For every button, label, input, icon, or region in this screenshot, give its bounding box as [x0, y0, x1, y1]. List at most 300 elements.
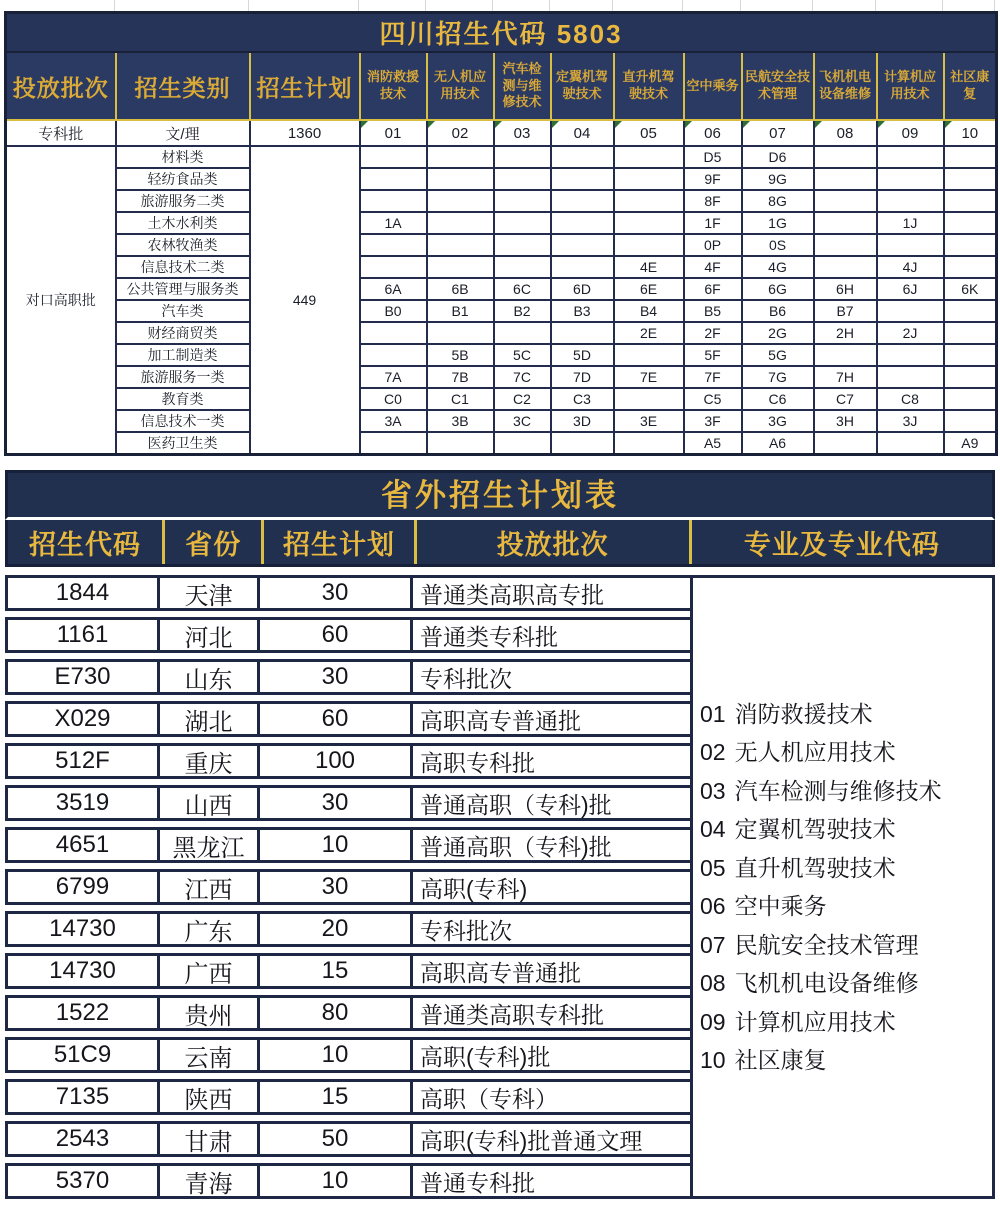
code-cell: C1	[427, 388, 494, 410]
cell-category: 信息技术一类	[116, 410, 250, 432]
code-cell	[877, 432, 944, 455]
code-cell	[944, 256, 997, 278]
majors-legend	[690, 575, 995, 1199]
legend-code: 02	[700, 739, 726, 765]
cell-plan-first: 1360	[250, 120, 360, 146]
cell-province: 江西	[160, 869, 260, 905]
gridline-tick	[942, 0, 943, 11]
code-cell	[614, 146, 684, 168]
code-cell	[814, 168, 877, 190]
code-cell: 8G	[742, 190, 814, 212]
cell-category: 信息技术二类	[116, 256, 250, 278]
cell-batch: 高职（专科）	[413, 1079, 690, 1115]
code-cell: 7A	[360, 366, 427, 388]
header-batch: 投放批次	[6, 52, 116, 120]
cell-batch: 高职(专科)批普通文理	[413, 1121, 690, 1157]
cell-category: 医药卫生类	[116, 432, 250, 455]
legend-code: 01	[700, 700, 726, 727]
legend-code: 06	[700, 893, 726, 919]
code-cell: 5F	[684, 344, 742, 366]
cell-plan: 20	[260, 911, 413, 947]
cell-plan: 60	[260, 701, 413, 737]
header-major-02: 无人机应用技术	[427, 52, 494, 120]
table2-header-cell: 专业及专业代码	[689, 520, 992, 564]
table1-row	[6, 278, 997, 300]
code-cell	[944, 410, 997, 432]
table2-row	[5, 1079, 690, 1115]
cell-plan: 100	[260, 743, 413, 779]
table2-row	[5, 1037, 690, 1073]
gridline-tick	[425, 0, 426, 11]
code-cell: 8F	[684, 190, 742, 212]
code-cell	[814, 146, 877, 168]
table1-row	[6, 146, 997, 168]
cell-category: 汽车类	[116, 300, 250, 322]
header-major-05: 直升机驾驶技术	[614, 52, 684, 120]
cell-batch: 高职(专科)	[413, 869, 690, 905]
header-major-08: 飞机机电设备维修	[814, 52, 877, 120]
table2-row	[5, 659, 690, 695]
gridline-tick	[549, 0, 550, 11]
cell-batch: 专科批次	[413, 659, 690, 695]
code-cell: 3D	[551, 410, 614, 432]
cell-province: 天津	[160, 575, 260, 611]
gridline-tick	[114, 0, 115, 11]
code-cell	[814, 344, 877, 366]
code-cell: 7C	[494, 366, 551, 388]
cell-plan: 30	[260, 659, 413, 695]
code-cell	[944, 366, 997, 388]
code-cell: 3B	[427, 410, 494, 432]
code-cell: 1J	[877, 212, 944, 234]
cell-province: 山东	[160, 659, 260, 695]
code-cell: 6D	[551, 278, 614, 300]
gridline-tick	[248, 0, 249, 11]
legend-name: 直升机驾驶技术	[734, 854, 896, 881]
code-cell	[360, 344, 427, 366]
legend-code: 05	[700, 854, 726, 881]
cell-plan: 15	[260, 1079, 413, 1115]
legend-item	[700, 772, 992, 811]
legend-name: 计算机应用技术	[734, 1008, 896, 1035]
cell-plan: 80	[260, 995, 413, 1031]
code-cell	[427, 256, 494, 278]
code-cell: 3J	[877, 410, 944, 432]
code-cell	[494, 234, 551, 256]
code-cell: C5	[684, 388, 742, 410]
code-cell	[877, 366, 944, 388]
code-cell: 7F	[684, 366, 742, 388]
code-cell: 3F	[684, 410, 742, 432]
cell-province: 黑龙江	[160, 827, 260, 863]
cell-category: 农林牧渔类	[116, 234, 250, 256]
table1-title-row	[6, 13, 997, 53]
code-cell	[360, 234, 427, 256]
code-cell	[494, 212, 551, 234]
legend-name: 飞机机电设备维修	[734, 970, 919, 996]
code-cell	[360, 168, 427, 190]
cell-category: 材料类	[116, 146, 250, 168]
major-code-cell: 10	[944, 120, 997, 146]
code-cell: B2	[494, 300, 551, 322]
table2-row	[5, 911, 690, 947]
gridline-tick	[612, 0, 613, 11]
legend-item	[700, 964, 992, 1003]
major-code-cell: 06	[684, 120, 742, 146]
code-cell	[427, 432, 494, 455]
cell-batch: 普通高职（专科)批	[413, 827, 690, 863]
table2-row	[5, 617, 690, 653]
code-cell	[814, 190, 877, 212]
code-cell	[877, 168, 944, 190]
major-code-cell: 05	[614, 120, 684, 146]
code-cell	[360, 146, 427, 168]
cell-province: 山西	[160, 785, 260, 821]
header-major-03: 汽车检测与维修技术	[494, 52, 551, 120]
code-cell	[427, 322, 494, 344]
code-cell: 1F	[684, 212, 742, 234]
code-cell: 0P	[684, 234, 742, 256]
code-cell	[614, 212, 684, 234]
cell-province: 湖北	[160, 701, 260, 737]
code-cell	[360, 256, 427, 278]
code-cell: 2J	[877, 322, 944, 344]
cell-batch: 普通类专科批	[413, 617, 690, 653]
code-cell	[614, 190, 684, 212]
code-cell	[427, 146, 494, 168]
code-cell	[944, 322, 997, 344]
legend-name: 汽车检测与维修技术	[734, 777, 942, 804]
code-cell	[814, 212, 877, 234]
cell-category: 旅游服务二类	[116, 190, 250, 212]
cell-code: 4651	[5, 827, 160, 863]
table2-row	[5, 827, 690, 863]
code-cell	[877, 344, 944, 366]
code-cell	[551, 212, 614, 234]
code-cell	[494, 190, 551, 212]
cell-category: 旅游服务一类	[116, 366, 250, 388]
cell-province: 贵州	[160, 995, 260, 1031]
code-cell: 3G	[742, 410, 814, 432]
code-cell	[877, 300, 944, 322]
code-cell	[614, 168, 684, 190]
code-cell: 6J	[877, 278, 944, 300]
table1-row	[6, 366, 997, 388]
legend-item	[700, 810, 992, 849]
major-code-cell: 04	[551, 120, 614, 146]
cell-batch: 高职(专科)批	[413, 1037, 690, 1073]
header-major-06: 空中乘务	[684, 52, 742, 120]
code-cell: 1G	[742, 212, 814, 234]
cell-code: 1522	[5, 995, 160, 1031]
code-cell	[944, 212, 997, 234]
code-cell	[551, 256, 614, 278]
cell-code: 1161	[5, 617, 160, 653]
header-major-09: 计算机应用技术	[877, 52, 944, 120]
code-cell: 6F	[684, 278, 742, 300]
code-cell	[944, 300, 997, 322]
code-cell: 4G	[742, 256, 814, 278]
code-cell	[944, 234, 997, 256]
code-cell: B7	[814, 300, 877, 322]
code-cell	[551, 190, 614, 212]
table1-row	[6, 190, 997, 212]
code-cell	[494, 432, 551, 455]
code-cell: C7	[814, 388, 877, 410]
code-cell: B4	[614, 300, 684, 322]
table1-row	[6, 388, 997, 410]
code-cell: 4E	[614, 256, 684, 278]
cell-batch: 普通类高职高专批	[413, 575, 690, 611]
cell-plan: 50	[260, 1121, 413, 1157]
code-cell	[614, 432, 684, 455]
code-cell: B3	[551, 300, 614, 322]
code-cell: C3	[551, 388, 614, 410]
legend-code: 08	[700, 970, 726, 996]
code-cell: 7H	[814, 366, 877, 388]
code-cell: 3E	[614, 410, 684, 432]
code-cell	[494, 256, 551, 278]
code-cell	[551, 234, 614, 256]
code-cell	[877, 146, 944, 168]
table2-row	[5, 869, 690, 905]
legend-name: 民航安全技术管理	[734, 931, 919, 958]
header-major-04: 定翼机驾驶技术	[551, 52, 614, 120]
cell-code: 3519	[5, 785, 160, 821]
header-plan: 招生计划	[250, 52, 360, 120]
sichuan-plan-table	[4, 11, 998, 456]
code-cell	[877, 190, 944, 212]
table2-row	[5, 785, 690, 821]
code-cell: 4F	[684, 256, 742, 278]
legend-item	[700, 695, 992, 734]
code-cell	[551, 146, 614, 168]
legend-item	[700, 849, 992, 888]
cell-batch: 高职高专普通批	[413, 701, 690, 737]
spreadsheet-gridlines	[0, 0, 1000, 11]
code-cell: 6K	[944, 278, 997, 300]
table2-rows	[5, 567, 690, 1199]
code-cell: C8	[877, 388, 944, 410]
code-cell: C0	[360, 388, 427, 410]
cell-province: 广西	[160, 953, 260, 989]
table1-row	[6, 168, 997, 190]
legend-name: 无人机应用技术	[734, 739, 896, 765]
cell-batch: 普通高职（专科)批	[413, 785, 690, 821]
table1-row	[6, 256, 997, 278]
table2-title: 省外招生计划表	[5, 470, 995, 520]
legend-code: 04	[700, 816, 726, 842]
cell-plan-section: 449	[250, 146, 360, 455]
table1-header-row	[6, 52, 997, 120]
cell-code: 7135	[5, 1079, 160, 1115]
code-cell	[427, 212, 494, 234]
code-cell	[494, 146, 551, 168]
table1-row	[6, 234, 997, 256]
code-cell: 6H	[814, 278, 877, 300]
code-cell	[614, 234, 684, 256]
code-cell: D6	[742, 146, 814, 168]
code-cell: 6C	[494, 278, 551, 300]
cell-code: 51C9	[5, 1037, 160, 1073]
gridline-tick	[812, 0, 813, 11]
cell-province: 广东	[160, 911, 260, 947]
code-cell	[360, 432, 427, 455]
table2-body	[5, 567, 995, 1199]
legend-item	[700, 1041, 992, 1080]
cell-code: 5370	[5, 1163, 160, 1199]
code-cell: 2E	[614, 322, 684, 344]
code-cell: 9G	[742, 168, 814, 190]
cell-batch-first: 专科批	[6, 120, 116, 146]
code-cell: 3C	[494, 410, 551, 432]
legend-name: 社区康复	[734, 1047, 827, 1073]
legend-item	[700, 1003, 992, 1042]
table2-header-cell: 省份	[162, 520, 261, 564]
cell-province: 陕西	[160, 1079, 260, 1115]
code-cell	[427, 168, 494, 190]
gridline-tick	[682, 0, 683, 11]
code-cell	[944, 388, 997, 410]
cell-province: 云南	[160, 1037, 260, 1073]
code-cell	[814, 432, 877, 455]
code-cell	[427, 190, 494, 212]
code-cell	[614, 344, 684, 366]
legend-item	[700, 887, 992, 926]
code-cell: 6E	[614, 278, 684, 300]
table2-row	[5, 1121, 690, 1157]
table2-header-cell: 招生代码	[29, 529, 142, 560]
legend-code: 03	[700, 777, 726, 804]
major-code-cell: 03	[494, 120, 551, 146]
table2-row	[5, 701, 690, 737]
legend-name: 空中乘务	[734, 893, 827, 919]
cell-batch-section: 对口高职批	[6, 146, 116, 455]
major-code-cell: 01	[360, 120, 427, 146]
legend-name: 定翼机驾驶技术	[734, 816, 896, 842]
table1-row	[6, 300, 997, 322]
major-code-cell: 07	[742, 120, 814, 146]
legend-code: 10	[700, 1047, 726, 1073]
cell-batch: 普通专科批	[413, 1163, 690, 1199]
cell-plan: 10	[260, 1163, 413, 1199]
code-cell	[944, 168, 997, 190]
cell-code: 6799	[5, 869, 160, 905]
code-cell: C2	[494, 388, 551, 410]
cell-plan: 30	[260, 785, 413, 821]
gridline-tick	[358, 0, 359, 11]
code-cell: 5D	[551, 344, 614, 366]
code-cell: 7D	[551, 366, 614, 388]
code-cell: 7B	[427, 366, 494, 388]
cell-code: 14730	[5, 911, 160, 947]
cell-category: 轻纺食品类	[116, 168, 250, 190]
legend-code: 09	[700, 1008, 726, 1035]
cell-code: 2543	[5, 1121, 160, 1157]
cell-province: 甘肃	[160, 1121, 260, 1157]
code-cell	[944, 344, 997, 366]
table1-code-row	[6, 120, 997, 146]
code-cell: 2F	[684, 322, 742, 344]
code-cell: B1	[427, 300, 494, 322]
major-code-cell: 09	[877, 120, 944, 146]
table2-row	[5, 953, 690, 989]
code-cell: D5	[684, 146, 742, 168]
code-cell: 6A	[360, 278, 427, 300]
gridline-tick	[492, 0, 493, 11]
cell-batch: 普通类高职专科批	[413, 995, 690, 1031]
cell-code: 512F	[5, 743, 160, 779]
cell-category-first: 文/理	[116, 120, 250, 146]
cell-province: 河北	[160, 617, 260, 653]
code-cell	[551, 168, 614, 190]
header-category: 招生类别	[116, 52, 250, 120]
code-cell	[360, 322, 427, 344]
code-cell: 0S	[742, 234, 814, 256]
header-major-07: 民航安全技术管理	[742, 52, 814, 120]
code-cell	[944, 146, 997, 168]
code-cell	[494, 322, 551, 344]
table1-row	[6, 410, 997, 432]
table1-row	[6, 432, 997, 455]
table2-header-cell: 招生计划	[261, 520, 413, 564]
code-cell	[614, 388, 684, 410]
legend-item	[700, 926, 992, 965]
code-cell: 9F	[684, 168, 742, 190]
gridline-tick	[994, 0, 995, 11]
cell-plan: 10	[260, 1037, 413, 1073]
table1-title: 四川招生代码 5803	[6, 13, 997, 53]
cell-batch: 高职高专普通批	[413, 953, 690, 989]
cell-category: 土木水利类	[116, 212, 250, 234]
table1-row	[6, 212, 997, 234]
code-cell: B6	[742, 300, 814, 322]
cell-code: X029	[5, 701, 160, 737]
major-code-cell: 02	[427, 120, 494, 146]
code-cell: B0	[360, 300, 427, 322]
code-cell: 3A	[360, 410, 427, 432]
code-cell: 7E	[614, 366, 684, 388]
code-cell: A5	[684, 432, 742, 455]
out-of-province-table	[5, 470, 995, 1199]
code-cell: 5B	[427, 344, 494, 366]
cell-category: 加工制造类	[116, 344, 250, 366]
gridline-tick	[740, 0, 741, 11]
cell-code: 1844	[5, 575, 160, 611]
code-cell: A6	[742, 432, 814, 455]
code-cell	[877, 234, 944, 256]
header-major-10: 社区康复	[944, 52, 997, 120]
code-cell	[814, 234, 877, 256]
major-code-cell: 08	[814, 120, 877, 146]
code-cell: 6G	[742, 278, 814, 300]
table1-row	[6, 344, 997, 366]
table2-row	[5, 995, 690, 1031]
code-cell: 7G	[742, 366, 814, 388]
code-cell	[551, 432, 614, 455]
table2-header-row	[5, 520, 995, 567]
table2-row	[5, 1163, 690, 1199]
code-cell: 1A	[360, 212, 427, 234]
code-cell	[494, 168, 551, 190]
table2-header-cell: 投放批次	[414, 520, 689, 564]
cell-batch: 高职专科批	[413, 743, 690, 779]
cell-plan: 30	[260, 869, 413, 905]
code-cell: 3H	[814, 410, 877, 432]
cell-code: E730	[5, 659, 160, 695]
cell-plan: 30	[260, 575, 413, 611]
cell-category: 教育类	[116, 388, 250, 410]
